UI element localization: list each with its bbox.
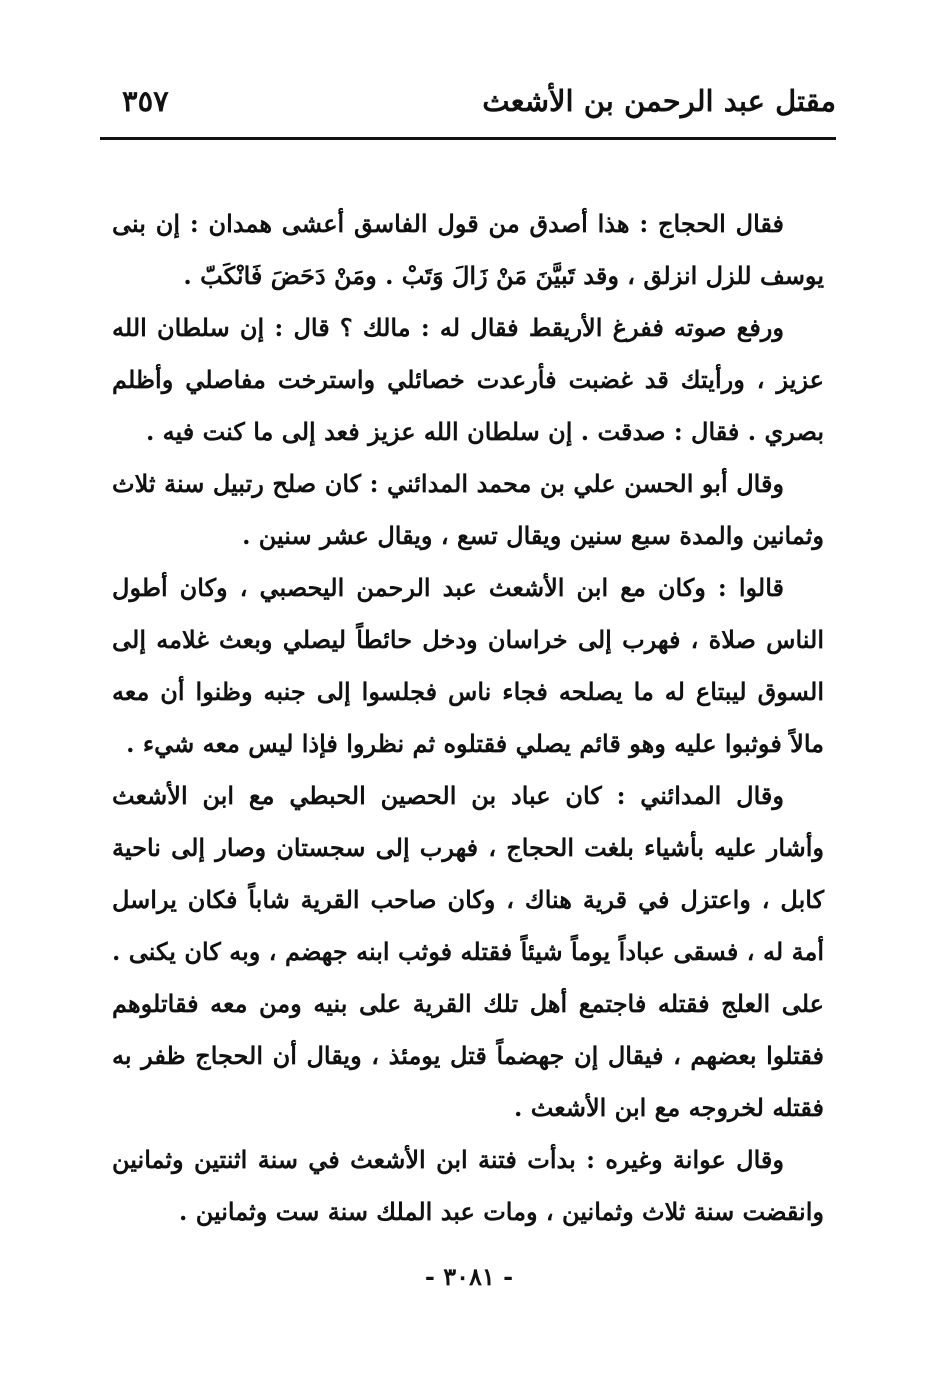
main-text <box>112 198 824 1238</box>
paragraph: فقال الحجاج : هذا أصدق من قول الفاسق أعشى همدان : إن بنى يوسف للزل انزلق ، وقد تَبيَّنَ مَنْ زَالَ وَتَبْ . ومَنْ دَحَضَ فَانْكَبّ . <box>112 209 824 290</box>
paragraph: وقال المدائني : كان عباد بن الحصين الحبطي مع ابن الأشعث وأشار عليه بأشياء بلغت الحجاج ، فهرب إلى سجستان وصار إلى ناحية كابل ، واعتزل في قرية هناك ، وكان صاحب القرية شاباً فكان يراسل أمة له ، فسقى عباداً يوماً شيئاً فقتله فوثب ابنه جهضم ، وبه كان يكنى . على العلج فقتله فاجتمع أهل تلك القرية على بنيه ومن معه فقاتلوهم فقتلوا بعضهم ، فيقال إن جهضماً قتل يومئذ ، ويقال أن الحجاج ظفر به فقتله لخروجه مع ابن الأشعث . <box>112 781 824 1122</box>
folio-number: - ٣٠٨١ - <box>424 1262 514 1291</box>
running-header <box>100 78 836 138</box>
paragraph: ورفع صوته ففرغ الأريقط فقال له : مالك ؟ قال : إن سلطان الله عزيز ، ورأيتك قد غضبت فأرعدت خصائلي واسترخت مفاصلي وأظلم بصري . فقال : صدقت . إن سلطان الله عزيز فعد إلى ما كنت فيه . <box>112 313 825 446</box>
page-number: ٣٥٧ <box>122 84 169 118</box>
paragraph: وقال عوانة وغيره : بدأت فتنة ابن الأشعث في سنة اثنتين وثمانين وانقضت سنة ثلاث وثمانين ، ومات عبد الملك سنة ست وثمانين . <box>112 1145 824 1226</box>
header-divider <box>100 137 836 140</box>
paragraph: قالوا : وكان مع ابن الأشعث عبد الرحمن اليحصبي ، وكان أطول الناس صلاة ، فهرب إلى خراسان ودخل حائطاً ليصلي وبعث غلامه إلى السوق ليبتاع له ما يصلحه فجاء ناس فجلسوا إلى جنبه وظنوا أن معه مالاً فوثبوا عليه وهو قائم يصلي فقتلوه ثم نظروا فإذا ليس معه شيء . <box>112 573 824 758</box>
chapter-title: مقتل عبد الرحمن بن الأشعث <box>482 84 836 118</box>
paragraph: وقال أبو الحسن علي بن محمد المدائني : كان صلح رتبيل سنة ثلاث وثمانين والمدة سبع سنين ويقال تسع ، ويقال عشر سنين . <box>112 469 824 550</box>
